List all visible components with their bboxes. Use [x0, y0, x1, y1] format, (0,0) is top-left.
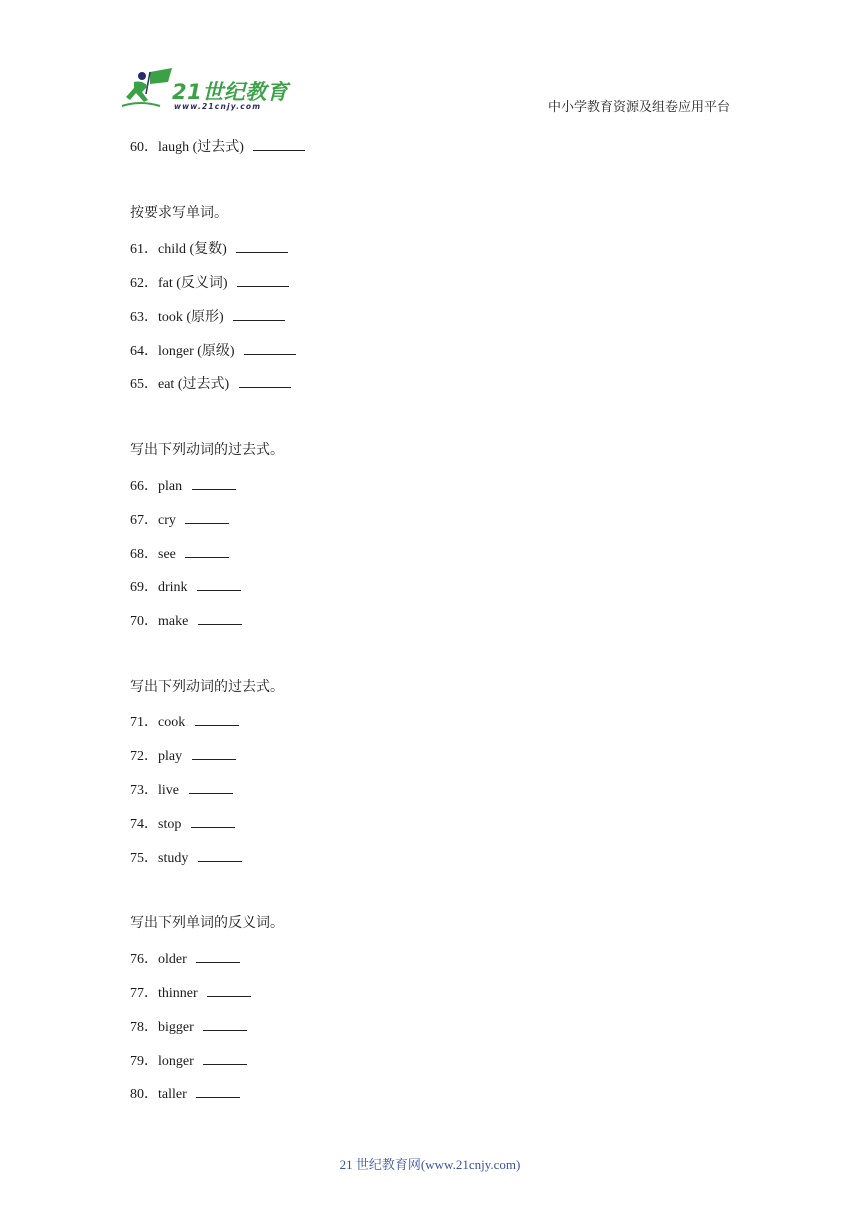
item-text: 66．plan [130, 479, 183, 494]
answer-blank[interactable] [236, 240, 288, 253]
section-title: 写出下列单词的反义词。 [130, 916, 284, 931]
answer-blank[interactable] [191, 815, 235, 828]
section-title: 写出下列动词的过去式。 [130, 443, 284, 458]
page-header [0, 0, 860, 125]
exercise-item [130, 240, 288, 259]
answer-blank[interactable] [207, 984, 251, 997]
item-text: 73．live [130, 783, 179, 798]
exercise-item [130, 511, 229, 530]
answer-blank[interactable] [192, 747, 236, 760]
exercise-item [130, 747, 236, 766]
exercise-item [130, 815, 235, 834]
answer-blank[interactable] [196, 1085, 240, 1098]
item-text: 77．thinner [130, 986, 198, 1001]
exercise-item [130, 545, 229, 564]
logo-url: www.21cnjy.com [174, 102, 262, 111]
exercise-item [130, 713, 239, 732]
item-text: 70．make [130, 614, 189, 629]
item-text: 67．cry [130, 513, 176, 528]
section-title: 按要求写单词。 [130, 206, 228, 221]
answer-blank[interactable] [192, 477, 236, 490]
exercise-item [130, 1085, 240, 1104]
item-text: 79．longer [130, 1054, 194, 1069]
exercise-item [130, 477, 236, 496]
platform-title: 中小学教育资源及组卷应用平台 [547, 99, 730, 114]
exercise-item [130, 138, 305, 157]
answer-blank[interactable] [203, 1018, 247, 1031]
answer-blank[interactable] [185, 511, 229, 524]
exercise-item [130, 375, 291, 394]
answer-blank[interactable] [197, 578, 241, 591]
answer-blank[interactable] [239, 375, 291, 388]
item-text: 71．cook [130, 715, 186, 730]
exercise-item [130, 274, 289, 293]
exercise-item [130, 1052, 247, 1071]
answer-blank[interactable] [198, 612, 242, 625]
answer-blank[interactable] [203, 1052, 247, 1065]
item-text: 74．stop [130, 817, 182, 832]
answer-blank[interactable] [185, 545, 229, 558]
answer-blank[interactable] [196, 950, 240, 963]
item-text: 76．older [130, 952, 187, 967]
answer-blank[interactable] [195, 713, 239, 726]
exercise-item [130, 578, 241, 597]
logo-title: 21世纪教育 [172, 80, 289, 104]
item-text: 75．study [130, 851, 189, 866]
item-text: 78．bigger [130, 1020, 194, 1035]
item-text: 68．see [130, 547, 176, 562]
item-text: 65．eat (过去式) [130, 377, 230, 392]
item-text: 72．play [130, 749, 183, 764]
item-text: 80．taller [130, 1087, 187, 1102]
item-text: 64．longer (原级) [130, 344, 235, 359]
item-text: 69．drink [130, 580, 188, 595]
page-footer[interactable]: 21 世纪教育网(www.21cnjy.com) [339, 1157, 521, 1172]
exercise-item [130, 849, 242, 868]
item-text: 61．child (复数) [130, 242, 227, 257]
exercise-item [130, 781, 233, 800]
answer-blank[interactable] [253, 138, 305, 151]
exercise-item [130, 984, 251, 1003]
item-text: 63．took (原形) [130, 310, 224, 325]
exercise-item [130, 342, 296, 361]
exercise-item [130, 1018, 247, 1037]
item-text: 62．fat (反义词) [130, 276, 228, 291]
site-logo[interactable] [120, 66, 295, 118]
exercise-item [130, 612, 242, 631]
answer-blank[interactable] [237, 274, 289, 287]
answer-blank[interactable] [198, 849, 242, 862]
exercise-item [130, 950, 240, 969]
exercise-item [130, 308, 285, 327]
answer-blank[interactable] [233, 308, 285, 321]
item-text: 60．laugh (过去式) [130, 140, 244, 155]
answer-blank[interactable] [244, 342, 296, 355]
runner-logo-icon [120, 66, 176, 118]
section-title: 写出下列动词的过去式。 [130, 680, 284, 695]
answer-blank[interactable] [189, 781, 233, 794]
